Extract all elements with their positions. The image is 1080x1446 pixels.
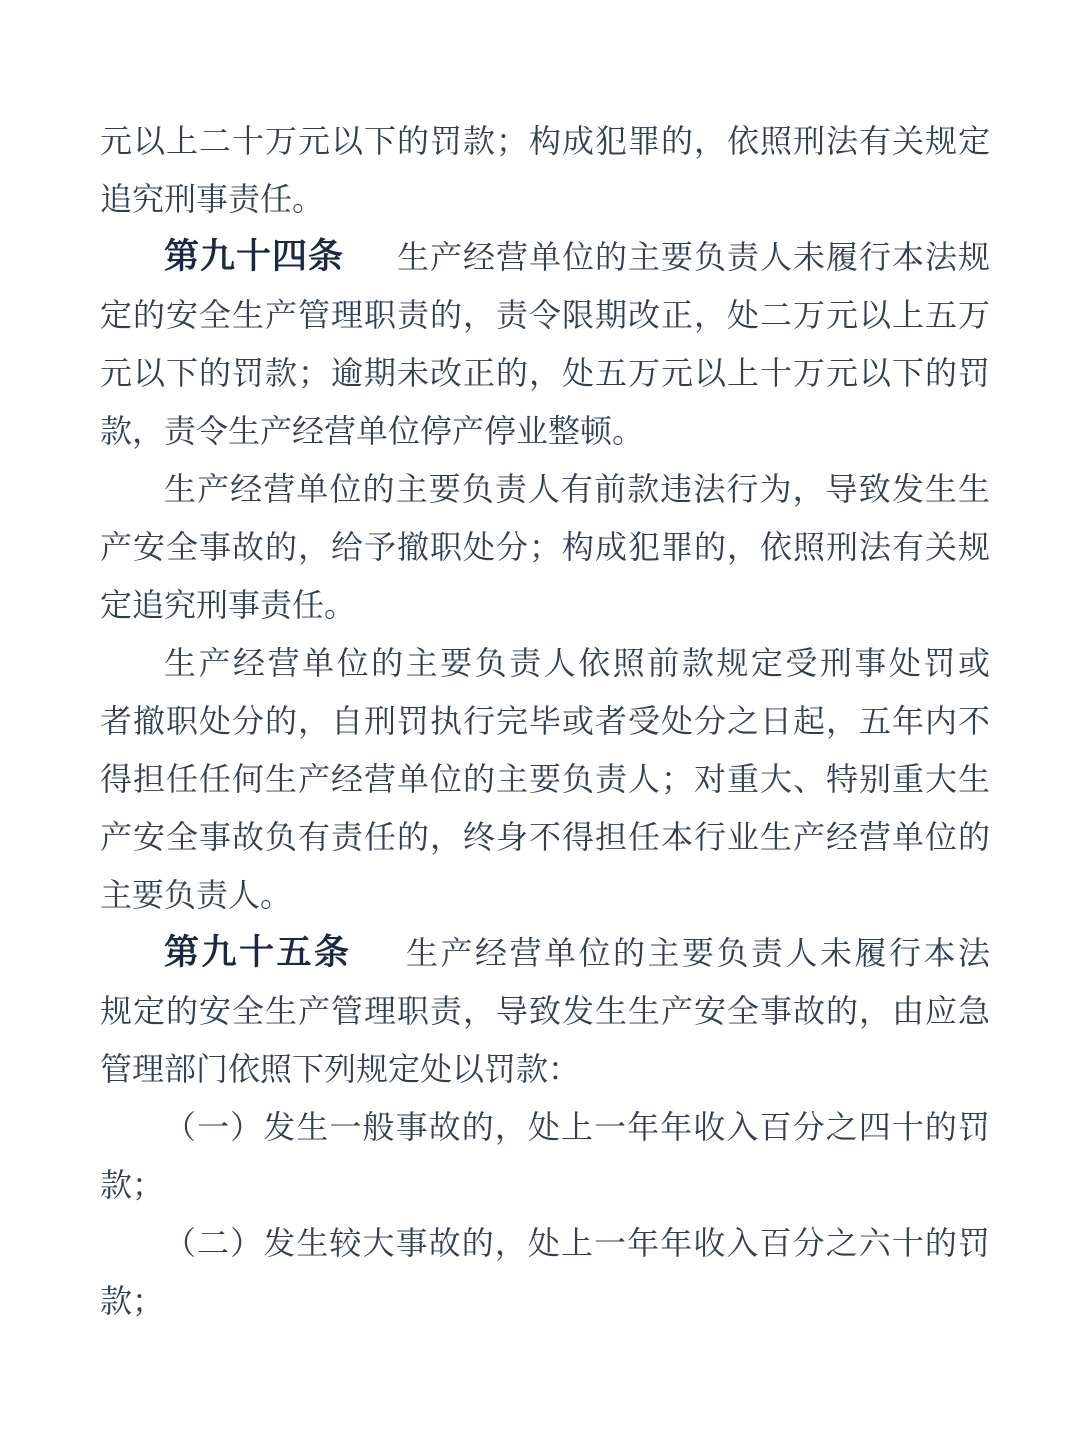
text-block bbox=[100, 112, 990, 1330]
line-text: 产安全事故负有责任的，终身不得担任本行业生产经营单位的 bbox=[100, 819, 990, 855]
text-line bbox=[100, 692, 990, 750]
text-line bbox=[100, 576, 990, 634]
text-line bbox=[100, 286, 990, 344]
text-line bbox=[100, 1098, 990, 1156]
article-94-clause-2 bbox=[100, 460, 990, 634]
article-95-item-1 bbox=[100, 1098, 990, 1214]
line-text: 款，责令生产经营单位停产停业整顿。 bbox=[100, 413, 645, 449]
line-text: 者撤职处分的，自刑罚执行完毕或者受处分之日起，五年内不 bbox=[100, 703, 990, 739]
text-line bbox=[100, 112, 990, 170]
line-text: 生产经营单位的主要负责人未履行本法规 bbox=[396, 239, 990, 275]
article-94-clause-1 bbox=[100, 228, 990, 460]
text-line bbox=[100, 344, 990, 402]
line-text: 款； bbox=[100, 1283, 165, 1319]
line-text: 元以上二十万元以下的罚款；构成犯罪的，依照刑法有关规定 bbox=[100, 123, 990, 159]
line-text: 款； bbox=[100, 1167, 165, 1203]
line-text: 管理部门依照下列规定处以罚款： bbox=[100, 1051, 581, 1087]
line-text: 定追究刑事责任。 bbox=[100, 587, 357, 623]
line-text: 生产经营单位的主要负责人依照前款规定受刑事处罚或 bbox=[164, 645, 990, 681]
text-line bbox=[100, 1156, 990, 1214]
text-line bbox=[100, 808, 990, 866]
text-line bbox=[100, 170, 990, 228]
line-text: 追究刑事责任。 bbox=[100, 181, 325, 217]
line-text: 生产经营单位的主要负责人有前款违法行为，导致发生生 bbox=[164, 471, 990, 507]
text-line bbox=[100, 518, 990, 576]
line-text: 主要负责人。 bbox=[100, 877, 293, 913]
text-line bbox=[100, 1040, 990, 1098]
article-95-item-2 bbox=[100, 1214, 990, 1330]
line-text: 产安全事故的，给予撤职处分；构成犯罪的，依照刑法有关规 bbox=[100, 529, 990, 565]
text-line bbox=[100, 402, 990, 460]
text-line bbox=[100, 1272, 990, 1330]
article-number: 第九十五条 bbox=[164, 933, 352, 972]
text-line bbox=[100, 1214, 990, 1272]
text-line bbox=[100, 228, 990, 286]
article-94-clause-3 bbox=[100, 634, 990, 924]
line-text: （二）发生较大事故的，处上一年年收入百分之六十的罚 bbox=[164, 1225, 990, 1261]
text-line bbox=[100, 460, 990, 518]
article-number: 第九十四条 bbox=[164, 237, 344, 276]
line-text: 元以下的罚款；逾期未改正的，处五万元以上十万元以下的罚 bbox=[100, 355, 990, 391]
text-line bbox=[100, 634, 990, 692]
text-line bbox=[100, 866, 990, 924]
article-95-intro bbox=[100, 924, 990, 1098]
line-text: （一）发生一般事故的，处上一年年收入百分之四十的罚 bbox=[164, 1109, 990, 1145]
line-text: 得担任任何生产经营单位的主要负责人；对重大、特别重大生 bbox=[100, 761, 990, 797]
line-text: 生产经营单位的主要负责人未履行本法 bbox=[403, 935, 990, 971]
line-text: 定的安全生产管理职责的，责令限期改正，处二万元以上五万 bbox=[100, 297, 990, 333]
text-line bbox=[100, 750, 990, 808]
line-text: 规定的安全生产管理职责，导致发生生产安全事故的，由应急 bbox=[100, 993, 990, 1029]
paragraph-continuation bbox=[100, 112, 990, 228]
text-line bbox=[100, 982, 990, 1040]
text-line bbox=[100, 924, 990, 982]
